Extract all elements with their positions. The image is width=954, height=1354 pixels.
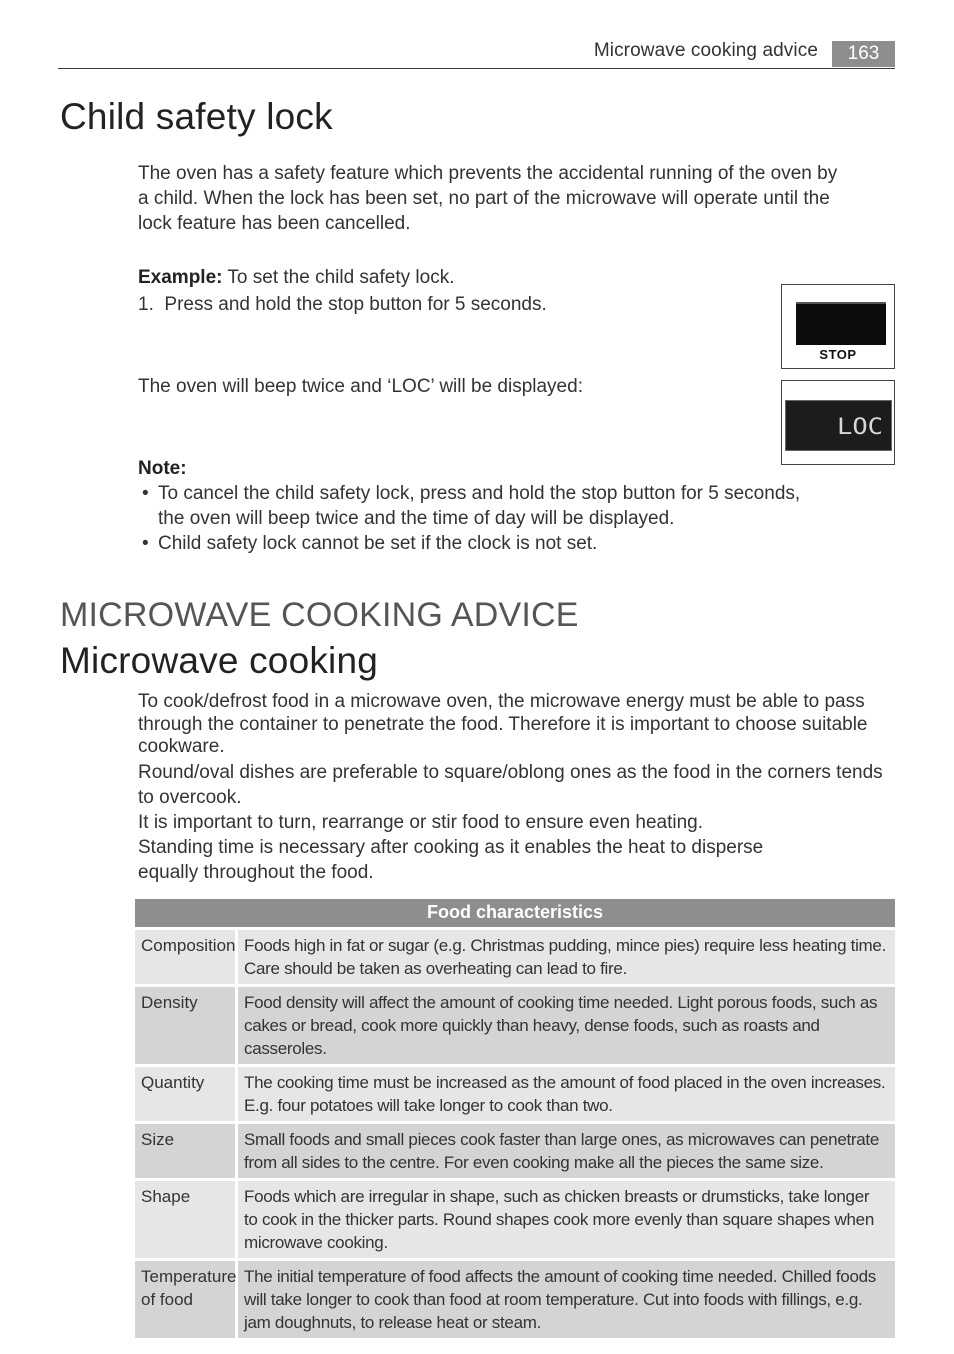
table-row [135,1067,895,1121]
table-row [135,930,895,984]
note-item: • To cancel the child safety lock, press and hold the stop button for 5 seconds, the oven will beep twice and the time of day will be displayed. [142,481,802,531]
advice-paragraph-3: It is important to turn, rearrange or stir food to ensure even heating. [138,812,704,833]
example-line [138,265,454,290]
child-lock-title: Child safety lock [60,96,333,137]
stop-button-illustration [781,284,895,369]
loc-display-screen [785,400,892,451]
note-list [142,481,802,556]
microwave-cooking-title: Microwave cooking [60,640,379,681]
row-text: Small foods and small pieces cook faster than large ones, as microwaves can penetrate from all sides to the centre. For even cooking make all the pieces the same size. [238,1124,895,1178]
header-rule [58,68,895,69]
page-number: 163 [832,41,895,67]
stop-button-label: STOP [819,347,857,362]
advice-paragraph-4: Standing time is necessary after cooking as it enables the heat to disperse equally throughout the food. [138,837,764,883]
svg-text:LOC: LOC [837,415,883,437]
loc-display-illustration [781,380,895,465]
section-title: MICROWAVE COOKING ADVICE [60,596,579,634]
advice-paragraph-1: To cook/defrost food in a microwave oven, the microwave energy must be able to pass through the container to penetrate the food. Therefore it is important to choose suitable cookware. [138,691,868,757]
loc-segment-text [837,415,885,437]
row-label: Density [135,987,235,1064]
row-text: The initial temperature of food affects the amount of cooking time needed. Chilled foods will take longer to cook than food at room temperature. Cut into foods with fillings, e.g. jam doughnuts, to release heat or steam. [238,1261,895,1338]
child-lock-intro: The oven has a safety feature which prevents the accidental running of the oven by a child. When the lock has been set, no part of the microwave will operate until the lock feature has been cancelled. [138,163,838,234]
step-1: 1. Press and hold the stop button for 5 seconds. [138,294,547,315]
table-header: Food characteristics [135,899,895,927]
note-label: Note: [138,458,187,479]
row-label: Shape [135,1181,235,1258]
example-text: To set the child safety lock. [222,267,455,288]
table-row [135,1124,895,1178]
row-text: Foods high in fat or sugar (e.g. Christmas pudding, mince pies) require less heating time. Care should be taken as overheating can lead to fire. [238,930,895,984]
row-label: Composition [135,930,235,984]
example-label: Example: [138,267,223,288]
row-text: The cooking time must be increased as the amount of food placed in the oven increases. E.g. four potatoes will take longer to cook than two. [238,1067,895,1121]
running-header: Microwave cooking advice [593,40,818,61]
table-row [135,987,895,1064]
stop-button-display [796,302,886,345]
row-label: Size [135,1124,235,1178]
row-text: Foods which are irregular in shape, such as chicken breasts or drumsticks, take longer to cook in the thicker parts. Round shapes cook more evenly than square shapes when microwave cooking. [238,1181,895,1258]
row-text: Food density will affect the amount of cooking time needed. Light porous foods, such as cakes or bread, cook more quickly than heavy, dense foods, such as roasts and casseroles. [238,987,895,1064]
row-label: Temperature of food [135,1261,235,1338]
food-characteristics-table [135,899,895,1338]
advice-paragraph-2: Round/oval dishes are preferable to square/oblong ones as the food in the corners tends to overcook. [138,762,883,808]
row-label: Quantity [135,1067,235,1121]
beep-text: The oven will beep twice and ‘LOC’ will be displayed: [138,376,583,397]
note-item: • Child safety lock cannot be set if the clock is not set. [142,531,802,556]
table-row [135,1181,895,1258]
table-row [135,1261,895,1338]
